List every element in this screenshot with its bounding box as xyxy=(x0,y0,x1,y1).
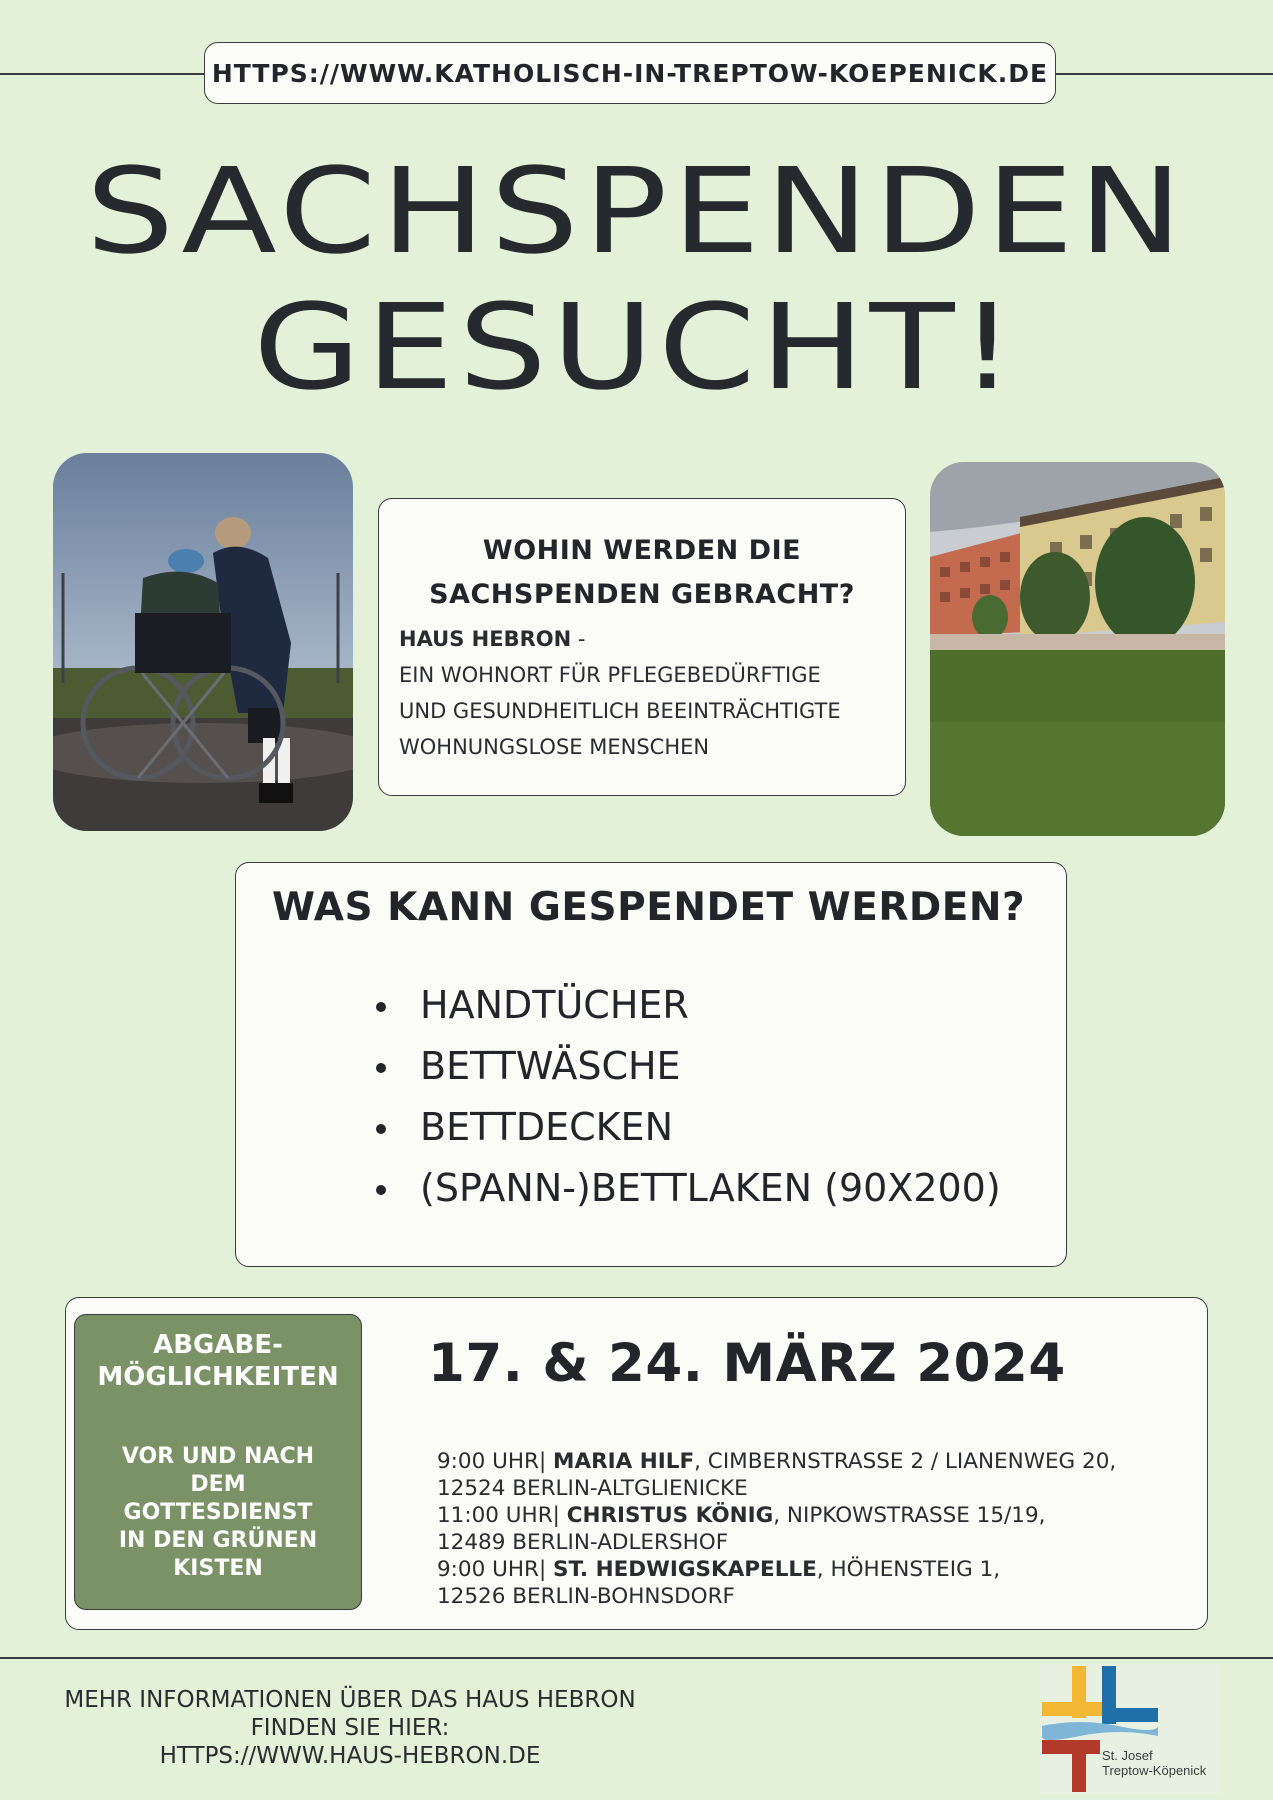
destination-card xyxy=(378,498,906,796)
service-church: ST. HEDWIGSKAPELLE xyxy=(553,1557,817,1582)
website-url-text[interactable]: HTTPS://WWW.KATHOLISCH-IN-TREPTOW-KOEPENICK.DE xyxy=(211,58,1049,88)
destination-description xyxy=(399,621,899,765)
destination-desc-line1: EIN WOHNORT FÜR PFLEGEBEDÜRFTIGE xyxy=(399,663,821,687)
service-address-line2: 12489 BERLIN-ADLERSHOF xyxy=(437,1530,729,1555)
footer-divider xyxy=(0,1657,1273,1659)
service-church: CHRISTUS KÖNIG xyxy=(566,1503,774,1528)
dropoff-heading xyxy=(75,1329,361,1393)
list-item: (SPANN-)BETTLAKEN (90X200) xyxy=(376,1158,1001,1219)
donation-items-card xyxy=(235,862,1067,1267)
dropoff-note-line4: IN DEN GRÜNEN xyxy=(118,1528,318,1553)
more-info-link[interactable]: HTTPS://WWW.HAUS-HEBRON.DE xyxy=(159,1743,541,1769)
destination-place-line xyxy=(399,621,899,657)
destination-heading-line1: WOHIN WERDEN DIE xyxy=(482,535,802,566)
service-address-line2: 12524 BERLIN-ALTGLIENICKE xyxy=(437,1476,748,1501)
dropoff-note-line1: VOR UND NACH xyxy=(121,1444,315,1469)
dropoff-date: 17. & 24. MÄRZ 2024 xyxy=(428,1333,1066,1394)
list-item: HANDTÜCHER xyxy=(376,975,1001,1036)
website-url[interactable] xyxy=(204,42,1056,104)
destination-heading xyxy=(379,529,905,617)
page-title-line2: GESUCHT! xyxy=(253,278,1020,416)
destination-place-suffix: - xyxy=(571,627,586,651)
service-time: 9:00 UHR| xyxy=(437,1557,554,1582)
service-line xyxy=(437,1448,1116,1475)
header-rule-right xyxy=(1054,73,1273,75)
destination-place: HAUS HEBRON xyxy=(399,627,572,651)
service-time: 11:00 UHR| xyxy=(437,1503,567,1528)
more-info xyxy=(20,1686,680,1770)
dropoff-note-line3: GOTTESDIENST xyxy=(123,1500,313,1525)
dropoff-heading-line1: ABGABE- xyxy=(153,1330,283,1360)
destination-heading-line2: SACHSPENDEN GEBRACHT? xyxy=(429,579,855,610)
list-item: BETTWÄSCHE xyxy=(376,1036,1001,1097)
dropoff-note xyxy=(75,1443,361,1583)
service-address: , HÖHENSTEIG 1, xyxy=(816,1557,1001,1582)
logo-text-line2: Treptow-Köpenick xyxy=(1102,1763,1207,1778)
service-address-line2: 12526 BERLIN-BOHNSDORF xyxy=(437,1584,735,1609)
donation-items-list xyxy=(376,975,1001,1219)
service-times xyxy=(437,1448,1116,1610)
list-item: BETTDECKEN xyxy=(376,1097,1001,1158)
dropoff-heading-line2: MÖGLICHKEITEN xyxy=(97,1362,339,1392)
more-info-line2: FINDEN SIE HIER: xyxy=(250,1715,450,1741)
service-line xyxy=(437,1502,1116,1529)
service-church: MARIA HILF xyxy=(553,1449,695,1474)
service-line xyxy=(437,1556,1116,1583)
service-time: 9:00 UHR| xyxy=(437,1449,554,1474)
more-info-line1: MEHR INFORMATIONEN ÜBER DAS HAUS HEBRON xyxy=(64,1687,636,1713)
dropoff-info-box xyxy=(74,1314,362,1610)
destination-desc-line3: WOHNUNGSLOSE MENSCHEN xyxy=(399,735,710,759)
header-rule-left xyxy=(0,73,206,75)
dropoff-note-line2: DEM xyxy=(190,1472,246,1497)
dropoff-note-line5: KISTEN xyxy=(173,1556,263,1581)
destination-desc-line2: UND GESUNDHEITLICH BEEINTRÄCHTIGTE xyxy=(399,699,841,723)
building-photo xyxy=(930,462,1225,836)
service-address: , NIPKOWSTRASSE 15/19, xyxy=(773,1503,1046,1528)
wheelchair-photo xyxy=(53,453,353,831)
logo-text-line1: St. Josef xyxy=(1102,1748,1153,1763)
church-logo xyxy=(1040,1664,1220,1794)
donation-items-heading: WAS KANN GESPENDET WERDEN? xyxy=(272,885,1026,930)
service-address: , CIMBERNSTRASSE 2 / LIANENWEG 20, xyxy=(694,1449,1117,1474)
page-title-line1: SACHSPENDEN xyxy=(85,142,1188,280)
